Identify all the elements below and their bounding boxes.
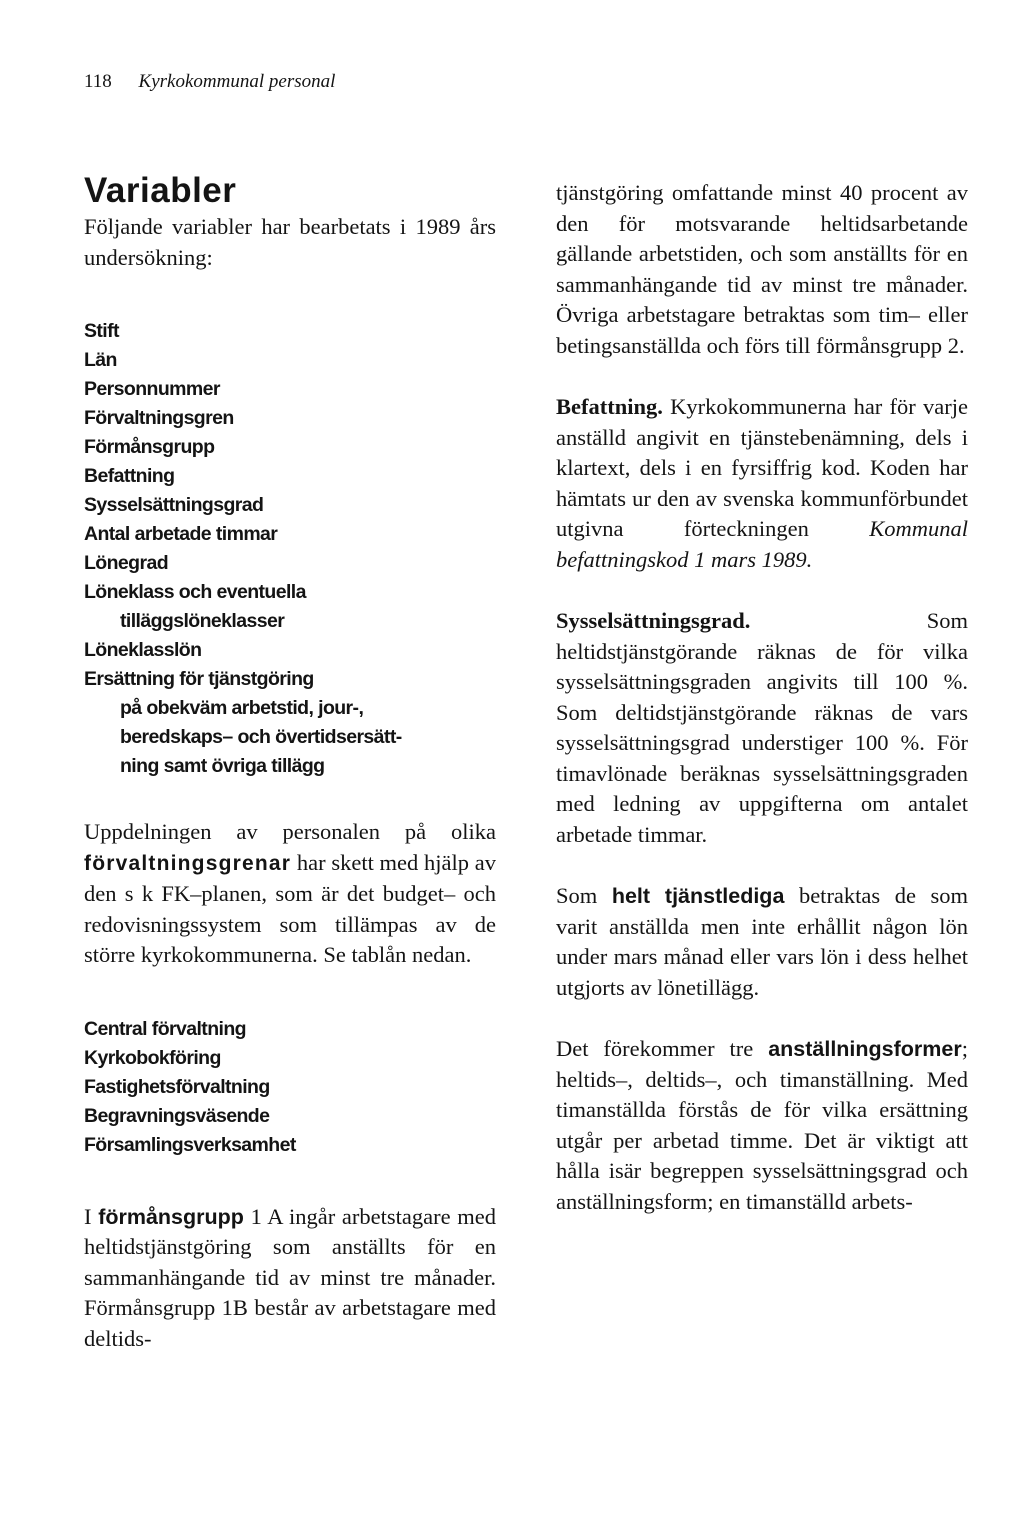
right-column (556, 178, 968, 1217)
text-run: betraktas de som varit anställda men inte erhållit någon lön under mars månad eller vars lön i dess helhet utgjorts av lönetillägg. (556, 883, 968, 1000)
list-item: Ersättning för tjänstgöring (84, 668, 314, 690)
term-anstallningsformer: anställningsformer (768, 1037, 962, 1061)
term-formansgrupp: förmånsgrupp (98, 1204, 244, 1229)
list-item: Antal arbetade timmar (84, 523, 278, 545)
variable-list (84, 317, 496, 781)
list-item: Fastighetsförvaltning (84, 1075, 270, 1098)
page-header (84, 70, 335, 94)
list-item: Län (84, 349, 117, 371)
text-run: Det förekommer tre (556, 1036, 769, 1061)
list-item: tilläggslöneklasser (120, 610, 285, 632)
list-item: Central förvaltning (84, 1017, 246, 1040)
text-run: 1 A ingår arbetstagare med heltidstjänstgöring som anställts för en sammanhängande tid av minst tre månader. Förmånsgrupp 1B består av arbetstagare med deltids- (84, 1203, 496, 1351)
list-item: Sysselsättningsgrad (84, 494, 264, 516)
term-forvaltningsgrenar: förvaltningsgrenar (84, 851, 292, 875)
text-run: Kyrkokommunerna har för varje anställd angivit en tjänstebenämning, dels i klartext, dels i en fyrsiffrig kod. Koden har hämtats ur den av svenska kommunförbundet utgivna förteckningen (556, 394, 968, 541)
term-helt-tjanstlediga: helt tjänstlediga (611, 884, 785, 908)
text-run: I (84, 1203, 99, 1229)
list-item: Kyrkobokföring (84, 1046, 221, 1069)
list-item: beredskaps– och övertidsersätt- (120, 726, 402, 748)
list-item: Församlingsverksamhet (84, 1133, 296, 1156)
text-run: har skett med hjälp av den s k FK–planen, som är det budget– och redovisningssystem som tillämpas av de större kyrkokommunerna. Se tablån nedan. (84, 849, 496, 967)
publication-title: Kommunal befattningskod 1 mars 1989. (556, 516, 968, 572)
branch-list (84, 1015, 496, 1160)
term-sysselsattningsgrad: Sysselsättningsgrad. (556, 608, 751, 633)
continuation-paragraph: tjänstgöring omfattande minst 40 procent av den för motsvarande heltidsarbetande gällande arbetstiden, och som anställts för en sammanhängande tid av minst tre månader. Övriga arbetstagare betraktas som tim– eller betingsanställda och förs till förmånsgrupp 2. (556, 180, 968, 358)
list-item: ning samt övriga tillägg (120, 755, 325, 777)
section-heading: Variabler (84, 171, 237, 210)
anstallningsformer-paragraph (556, 1034, 968, 1217)
forvaltning-paragraph (84, 817, 496, 971)
text-run: Som (556, 883, 612, 908)
left-column (84, 170, 496, 1354)
list-item: Stift (84, 320, 119, 342)
list-item: Personnummer (84, 378, 220, 400)
befattning-paragraph (556, 392, 968, 575)
list-item: på obekväm arbetstid, jour-, (120, 697, 364, 719)
list-item: Förvaltningsgren (84, 407, 234, 429)
list-item: Befattning (84, 465, 175, 487)
list-item: Lönegrad (84, 552, 169, 574)
intro-paragraph: Följande variabler har bearbetats i 1989 års undersökning: (84, 214, 496, 270)
page-number: 118 (84, 71, 112, 92)
sysselsattningsgrad-paragraph (556, 606, 968, 850)
tjanstlediga-paragraph (556, 881, 968, 1003)
term-befattning: Befattning. (556, 394, 663, 419)
list-item: Begravningsväsende (84, 1104, 270, 1127)
list-item: Löneklasslön (84, 639, 202, 661)
text-run: Som heltidstjänstgörande räknas de för vilka sysselsättningsgraden angivits till 100 %. Som deltidstjänstgörande räknas de vars sysselsättningsgrad understiger 100 %. För timavlönade beräknas sysselsättningsgraden med ledning av uppgifterna om antalet arbetade timmar. (556, 608, 968, 847)
formansgrupp-paragraph (84, 1202, 496, 1355)
list-item: Löneklass och eventuella (84, 581, 306, 603)
running-title: Kyrkokommunal personal (138, 71, 336, 92)
text-run: ; heltids–, deltids–, och timanställning. Med timanställda förstås de för vilka ersättning utgår per arbetad timme. Det är viktigt att hålla isär begreppen sysselsättningsgrad och anställningsform; en timanställd arbets- (556, 1036, 968, 1214)
list-item: Förmånsgrupp (84, 436, 215, 458)
text-run: Uppdelningen av personalen på olika (84, 819, 496, 844)
